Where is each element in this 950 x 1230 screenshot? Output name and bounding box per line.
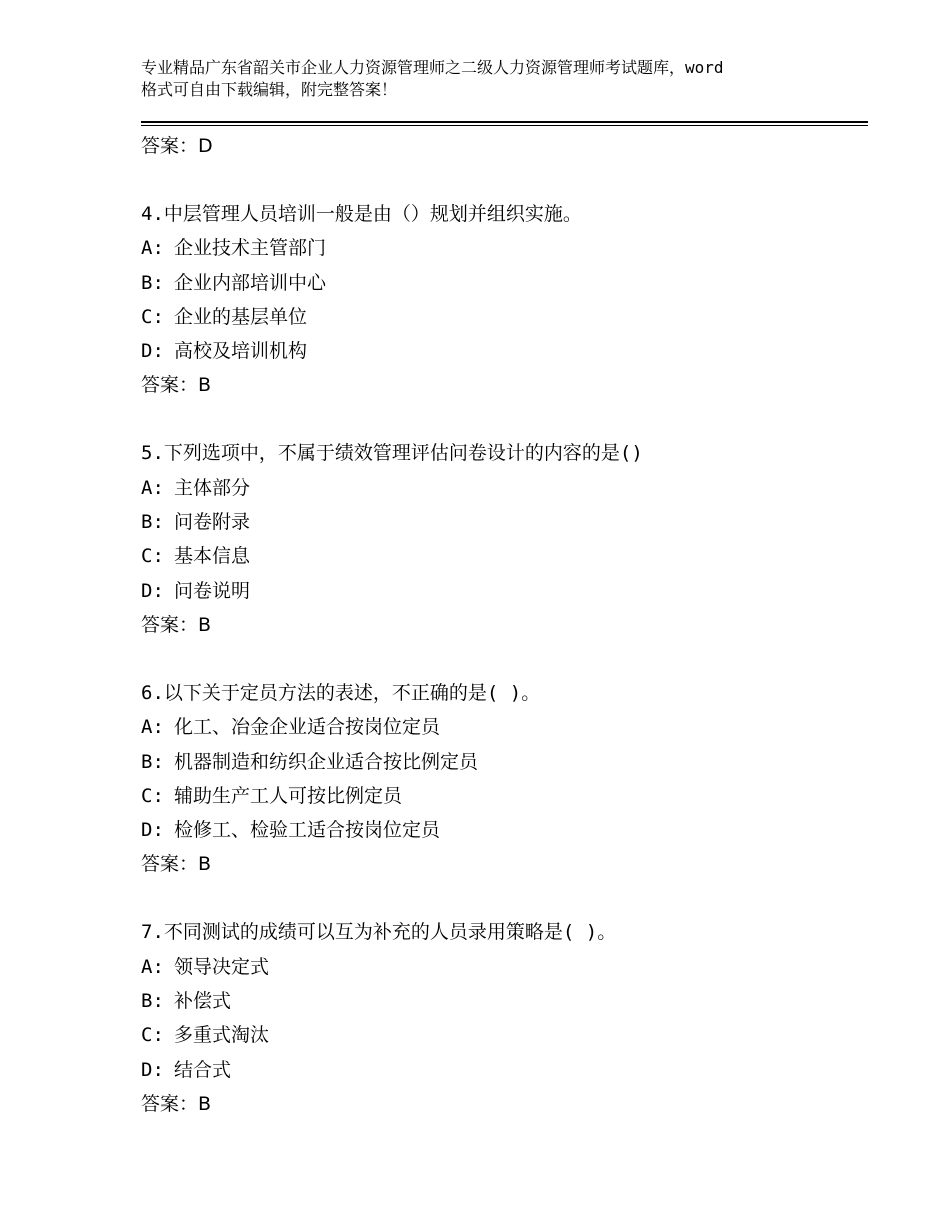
option-key: A:: [141, 237, 164, 260]
header-divider-thick: [141, 121, 868, 123]
answer-line: 答案：B: [141, 1092, 212, 1115]
option-a: [141, 710, 868, 744]
option-key: B:: [141, 990, 164, 1013]
question-title: 6.以下关于定员方法的表述，不正确的是( )。: [141, 681, 541, 704]
option-key: C:: [141, 305, 164, 328]
option-d: [141, 574, 868, 608]
option-text: 结合式: [174, 1058, 232, 1081]
option-key: D:: [141, 340, 164, 363]
option-key: D:: [141, 819, 164, 842]
option-text: 问卷附录: [174, 511, 251, 534]
option-text: 企业的基层单位: [174, 305, 308, 328]
option-text: 主体部分: [174, 476, 251, 499]
option-c: [141, 539, 868, 573]
question-5: [141, 436, 868, 641]
option-text: 企业内部培训中心: [174, 271, 327, 294]
option-key: C:: [141, 784, 164, 807]
option-key: C:: [141, 1024, 164, 1047]
previous-answer: 答案：D: [141, 135, 213, 157]
document-header: [141, 57, 841, 101]
option-c: [141, 779, 868, 813]
option-text: 问卷说明: [174, 579, 251, 602]
option-text: 多重式淘汰: [174, 1024, 270, 1047]
option-c: [141, 300, 868, 334]
option-a: [141, 471, 868, 505]
option-b: [141, 745, 868, 779]
option-text: 化工、冶金企业适合按岗位定员: [174, 716, 441, 739]
question-7: [141, 915, 868, 1120]
answer-line: 答案：B: [141, 853, 212, 876]
option-text: 领导决定式: [174, 955, 270, 978]
option-text: 补偿式: [174, 990, 232, 1013]
header-line-1: 专业精品广东省韶关市企业人力资源管理师之二级人力资源管理师考试题库，word: [141, 58, 724, 77]
question-list: [141, 129, 868, 1121]
option-b: [141, 266, 868, 300]
question-title: 5.下列选项中，不属于绩效管理评估问卷设计的内容的是(): [141, 442, 643, 465]
header-divider-thin: [141, 125, 868, 126]
answer-line: 答案：B: [141, 613, 212, 636]
option-key: D:: [141, 579, 164, 602]
option-key: B:: [141, 271, 164, 294]
question-title: 7.不同测试的成绩可以互为补充的人员录用策略是( )。: [141, 921, 617, 944]
option-key: B:: [141, 750, 164, 773]
option-a: [141, 231, 868, 265]
option-key: A:: [141, 716, 164, 739]
question-title: 4.中层管理人员培训一般是由（）规划并组织实施。: [141, 203, 582, 225]
option-key: D:: [141, 1058, 164, 1081]
option-c: [141, 1018, 868, 1052]
question-6: [141, 676, 868, 881]
option-d: [141, 334, 868, 368]
option-text: 基本信息: [174, 545, 251, 568]
header-line-2: 格式可自由下载编辑，附完整答案！: [141, 80, 398, 99]
answer-line: 答案：B: [141, 374, 212, 397]
option-key: A:: [141, 955, 164, 978]
option-text: 辅助生产工人可按比例定员: [174, 784, 403, 807]
option-key: B:: [141, 511, 164, 534]
option-text: 检修工、检验工适合按岗位定员: [174, 819, 441, 842]
header-divider: [141, 121, 868, 126]
option-text: 企业技术主管部门: [174, 237, 327, 260]
option-a: [141, 950, 868, 984]
option-text: 机器制造和纺织企业适合按比例定员: [174, 750, 479, 773]
option-d: [141, 1053, 868, 1087]
option-b: [141, 505, 868, 539]
option-text: 高校及培训机构: [174, 340, 308, 363]
option-key: A:: [141, 476, 164, 499]
option-b: [141, 984, 868, 1018]
option-d: [141, 813, 868, 847]
question-4: [141, 197, 868, 402]
option-key: C:: [141, 545, 164, 568]
